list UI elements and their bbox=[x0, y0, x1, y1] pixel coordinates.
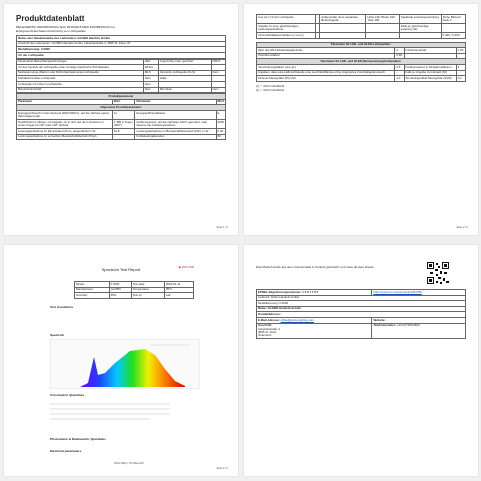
table-cell: 10,8 bbox=[112, 128, 135, 134]
param-header: Wert bbox=[217, 99, 224, 104]
table-cell: - bbox=[211, 76, 226, 82]
table-cell: Art des Sockels der Lichtquelle (oder sonstige elektrische Schnittstelle) bbox=[17, 65, 144, 71]
type-line: Art der Lichtquelle: bbox=[17, 52, 226, 58]
table-cell: - bbox=[456, 70, 465, 76]
qr-code-icon[interactable] bbox=[426, 261, 450, 285]
table-cell: Nein bbox=[211, 70, 226, 76]
info-row bbox=[75, 293, 194, 299]
param-row bbox=[17, 134, 226, 140]
name-row: Name: GLOBO Handelsvertrieb bbox=[257, 306, 466, 312]
table-cell: 80 bbox=[216, 134, 225, 140]
page-title: Produktdatenblatt bbox=[16, 14, 85, 23]
param-header: Wert bbox=[112, 99, 135, 105]
table-cell: Angabe zu einer gleichwertigen Leistungsaufnahme bbox=[257, 24, 316, 33]
electrical-heading: Electrical parameters bbox=[50, 449, 82, 453]
model-row: Modellkennung: 0.3006 bbox=[257, 301, 466, 307]
table-cell: - bbox=[441, 24, 465, 33]
table-cell: Farbabstimmbare Lichtquelle: bbox=[17, 76, 144, 82]
table-cell: Leistungsaufnahme im vernetzten Bereitschaftsbetrieb (Pnet) bbox=[17, 134, 113, 140]
table-cell: 0,96 bbox=[395, 53, 404, 59]
table-cell bbox=[366, 33, 400, 39]
table-cell bbox=[399, 33, 441, 39]
table-cell: Temperature: bbox=[131, 287, 164, 293]
supplier-row: Lieferant: Globo Handels GmbH bbox=[257, 295, 466, 301]
address-line: Anschrift des Lieferanten: GLOBO Handels GmbH, Industriestraße 4, 4565 St. Peter, AT bbox=[17, 41, 226, 47]
supplier-table bbox=[16, 35, 226, 58]
table-cell: Ungerichtet oder gerichtet: bbox=[158, 59, 211, 65]
table-cell: 0.3006 bbox=[109, 282, 131, 288]
table-cell: Manufacturer: bbox=[75, 287, 110, 293]
table-cell: Verwendete Beleuchtungstechnologie: bbox=[17, 59, 144, 65]
table-cell: 1 380 in Kugel (360°) bbox=[112, 119, 135, 128]
footnote: (¹) '-' nicht zutreffend bbox=[256, 83, 285, 88]
table-cell: Verschiebungsfaktor (cos φ1) bbox=[257, 64, 395, 70]
table-cell: MLS bbox=[143, 70, 158, 76]
table-cell: Angaben, dass eine LED-Lichtquelle eine Leuchtstofflampe ohne integriertes Vorschaltgerät ersetzt bbox=[257, 70, 395, 76]
table-cell: 6 bbox=[456, 64, 465, 70]
table-cell: 3000 bbox=[216, 119, 225, 128]
test-conditions-heading: Test Conditions bbox=[50, 305, 74, 309]
colorimetric-lines bbox=[50, 401, 180, 425]
table-cell: LED bbox=[143, 59, 158, 65]
page-number: Seite 2 / 2 bbox=[216, 467, 228, 470]
table-cell: E bbox=[216, 110, 225, 119]
page-number: Seite 1 / 2 bbox=[216, 226, 228, 229]
table-cell: 2 bbox=[395, 48, 404, 54]
table-cell: Vernetzte Lichtquelle (CLS): bbox=[158, 70, 211, 76]
datasheet-page-2 bbox=[244, 4, 478, 235]
spectrum-chart bbox=[50, 339, 200, 389]
led-heading: Parameter für LED- und OLED-Lichtquellen: bbox=[257, 42, 466, 48]
table-cell: - bbox=[316, 15, 320, 24]
spectrum-report-page bbox=[4, 245, 238, 476]
type-row bbox=[17, 87, 226, 93]
table-cell: Wiring bbox=[143, 65, 158, 71]
colorimetric-heading: Colorimetric Quantities bbox=[50, 393, 85, 397]
logo-icon: ◉ bbox=[178, 265, 181, 269]
contact-label: Kontaktadresse: bbox=[257, 312, 466, 318]
table-cell: - bbox=[112, 134, 135, 140]
table-cell: Lichtstromerhalt bbox=[404, 48, 456, 54]
report-info-table bbox=[74, 281, 194, 299]
notice-text: Das Modell wurde auf dem Unionsmarkt in Verkehr gebracht, und zwar ab dem Datum bbox=[256, 265, 375, 269]
table-cell: 11 bbox=[112, 110, 135, 119]
table-cell: Stroboskopeffekt-Messgröße (SVM) bbox=[404, 76, 456, 82]
eprel-page bbox=[244, 245, 478, 476]
table-cell: Netzspannungs-(Mains) oder Nicht-Netzspannungs-Lichtquelle: bbox=[17, 70, 144, 76]
table-cell: Lab bbox=[164, 293, 193, 299]
table-cell: Falls ja, Angabe zum Ersatz (W) bbox=[404, 70, 456, 76]
table-cell: Farbkonsistenz in McAdam-Ellipsen bbox=[404, 64, 456, 70]
table-cell: 25°C bbox=[164, 287, 193, 293]
table-cell: Wert des R9-Farbwiedergabeindex bbox=[257, 48, 395, 54]
table-cell: Farbtemperatur, auf die nächsten 100 K gerundet, oder Spanne der Farbtemperaturen bbox=[135, 119, 216, 128]
address-cell: Anschrift: Industriestraße 4 4565 St. Peter Österreich bbox=[257, 323, 372, 339]
table-cell: Leistungsaufnahme im Ein-Zustand (Pon), ausgedrückt in W bbox=[17, 128, 113, 134]
table-cell: GLOBO bbox=[109, 287, 131, 293]
table-cell: Hülle: bbox=[158, 76, 211, 82]
table-cell: 0,1 bbox=[456, 76, 465, 82]
led2-row bbox=[257, 76, 466, 82]
type-table bbox=[16, 59, 226, 94]
email-link[interactable]: office@globo-lighting.com bbox=[280, 317, 314, 322]
table-cell: NDLS bbox=[211, 59, 226, 65]
photometric-heading: Photometric & Radiometric Quantities bbox=[50, 437, 106, 441]
table-cell: Blendschutzschild: bbox=[17, 87, 144, 93]
general-heading: Allgemeine Produktparameter: bbox=[17, 105, 226, 111]
intro-line-1: DELEGIERTE VERORDNUNG (EU) 2019/2015 DER KOMMISSION zur bbox=[16, 25, 115, 29]
brand-logo: ◉ WALTER bbox=[178, 265, 194, 269]
param-row bbox=[17, 119, 226, 128]
table-cell: Siehe Bild auf Seite 2 bbox=[441, 15, 465, 24]
model-line: Modellkennung: 0.3006 bbox=[17, 47, 226, 53]
table-cell: 1,0 bbox=[395, 76, 404, 82]
eprel-table bbox=[256, 289, 466, 339]
supplier-line: Name oder Handelsmarke des Lieferanten: GLOBO Handels GmbH bbox=[17, 36, 226, 42]
params-table bbox=[16, 93, 226, 140]
table-cell: 0,00 bbox=[216, 128, 225, 134]
table-cell: Lichtquelle mit hoher Leuchtdichte: bbox=[17, 81, 144, 87]
dimension-row bbox=[257, 15, 466, 24]
dimension-row bbox=[257, 33, 466, 39]
table-cell: Nein bbox=[211, 87, 226, 93]
table-cell: 65% bbox=[109, 293, 131, 299]
table-cell: Höhe 190, Breite 190, Tiefe 190 bbox=[366, 15, 400, 24]
table-cell: Spektrale Leistungsverteilung bbox=[399, 15, 441, 24]
table-cell bbox=[366, 24, 400, 33]
table-cell: Cos φ1 in % der Lichtquelle bbox=[257, 15, 316, 24]
table-cell: Nutzlichtstrom (Φuse), mit Angabe, ob er sich auf den Lichtstrom in einem Kegel von 90° oder 120° bezieht bbox=[17, 119, 113, 128]
dimension-table bbox=[256, 14, 466, 39]
datasheet-page-1 bbox=[4, 4, 238, 235]
table-cell bbox=[320, 33, 366, 39]
eprel-link[interactable]: https://eprel.ec.europa.eu/qr/1261795 bbox=[372, 290, 466, 296]
table-cell: Nein bbox=[143, 81, 158, 87]
table-cell: Falls ja, gleichwertige Leistung (W) bbox=[399, 24, 441, 33]
table-cell: Test by: bbox=[131, 293, 164, 299]
table-cell: Test date: bbox=[131, 282, 164, 288]
intro-line-2: Energieverbrauchskennzeichnung von Lichtquellen bbox=[16, 29, 87, 34]
page-number: Seite 2 / 2 bbox=[456, 226, 468, 229]
table-cell: Leistungsaufnahme im Bereitschaftszustand (Psb), in W bbox=[135, 128, 216, 134]
table-cell: - bbox=[395, 70, 404, 76]
product-params-heading: Produktparameter bbox=[17, 94, 226, 100]
param-header: Parameter bbox=[17, 99, 113, 105]
table-cell: - bbox=[316, 24, 320, 33]
eprel-number: EPREL-Registrierungsnummer: 1 2 6 1 7 9 5 bbox=[257, 290, 372, 296]
report-title: Spectrum Test Report bbox=[101, 267, 141, 272]
table-cell: Energieeffizienzklasse bbox=[135, 110, 216, 119]
table-cell: Model: bbox=[75, 282, 110, 288]
website-cell: Website: bbox=[372, 317, 466, 323]
table-cell: Flimmer-Messgröße (Pst LM) bbox=[257, 76, 395, 82]
table-cell: Nein bbox=[143, 87, 158, 93]
table-cell: Farbwiedergabeindex bbox=[135, 134, 216, 140]
param-row bbox=[17, 110, 226, 119]
dimension-row bbox=[257, 24, 466, 33]
table-cell: 0,440 / 0,404 bbox=[441, 33, 465, 39]
led-table bbox=[256, 42, 466, 82]
footnote: (²) '-' nicht zutreffend bbox=[256, 87, 285, 92]
table-cell: 1,00 bbox=[456, 48, 465, 54]
table-cell: 2023-01-11 bbox=[164, 282, 193, 288]
table-cell bbox=[320, 24, 366, 33]
spectrum-heading: Spectrum bbox=[50, 333, 65, 337]
table-cell: Dimmbar: bbox=[158, 87, 211, 93]
footer-brand: WALTER | Prüfbericht bbox=[114, 461, 145, 465]
email-cell: E-Mail-Adresse: office@globo-lighting.com bbox=[257, 317, 372, 323]
table-cell: Überlebensfaktor bbox=[257, 53, 395, 59]
table-cell: 0,5 bbox=[395, 64, 404, 70]
phone-cell: Telefonnummer: +43 (0)7252/2600 bbox=[372, 323, 466, 339]
table-cell: Humidity: bbox=[75, 293, 110, 299]
led2-heading: Parameter für LED- und OLED-Netzspannungslichtquellen: bbox=[257, 59, 466, 65]
table-cell: Energieverbrauch im Ein-Zustand (kWh/1000 h), auf die nächste ganze Zahl aufgerundet bbox=[17, 110, 113, 119]
table-cell: Nein bbox=[143, 76, 158, 82]
table-cell: Außenmaße ohne separates Betriebsgerät bbox=[320, 15, 366, 24]
param-header: Parameter bbox=[135, 99, 216, 105]
table-cell: Chromatizitätskoordinaten (x und y) bbox=[257, 33, 316, 39]
